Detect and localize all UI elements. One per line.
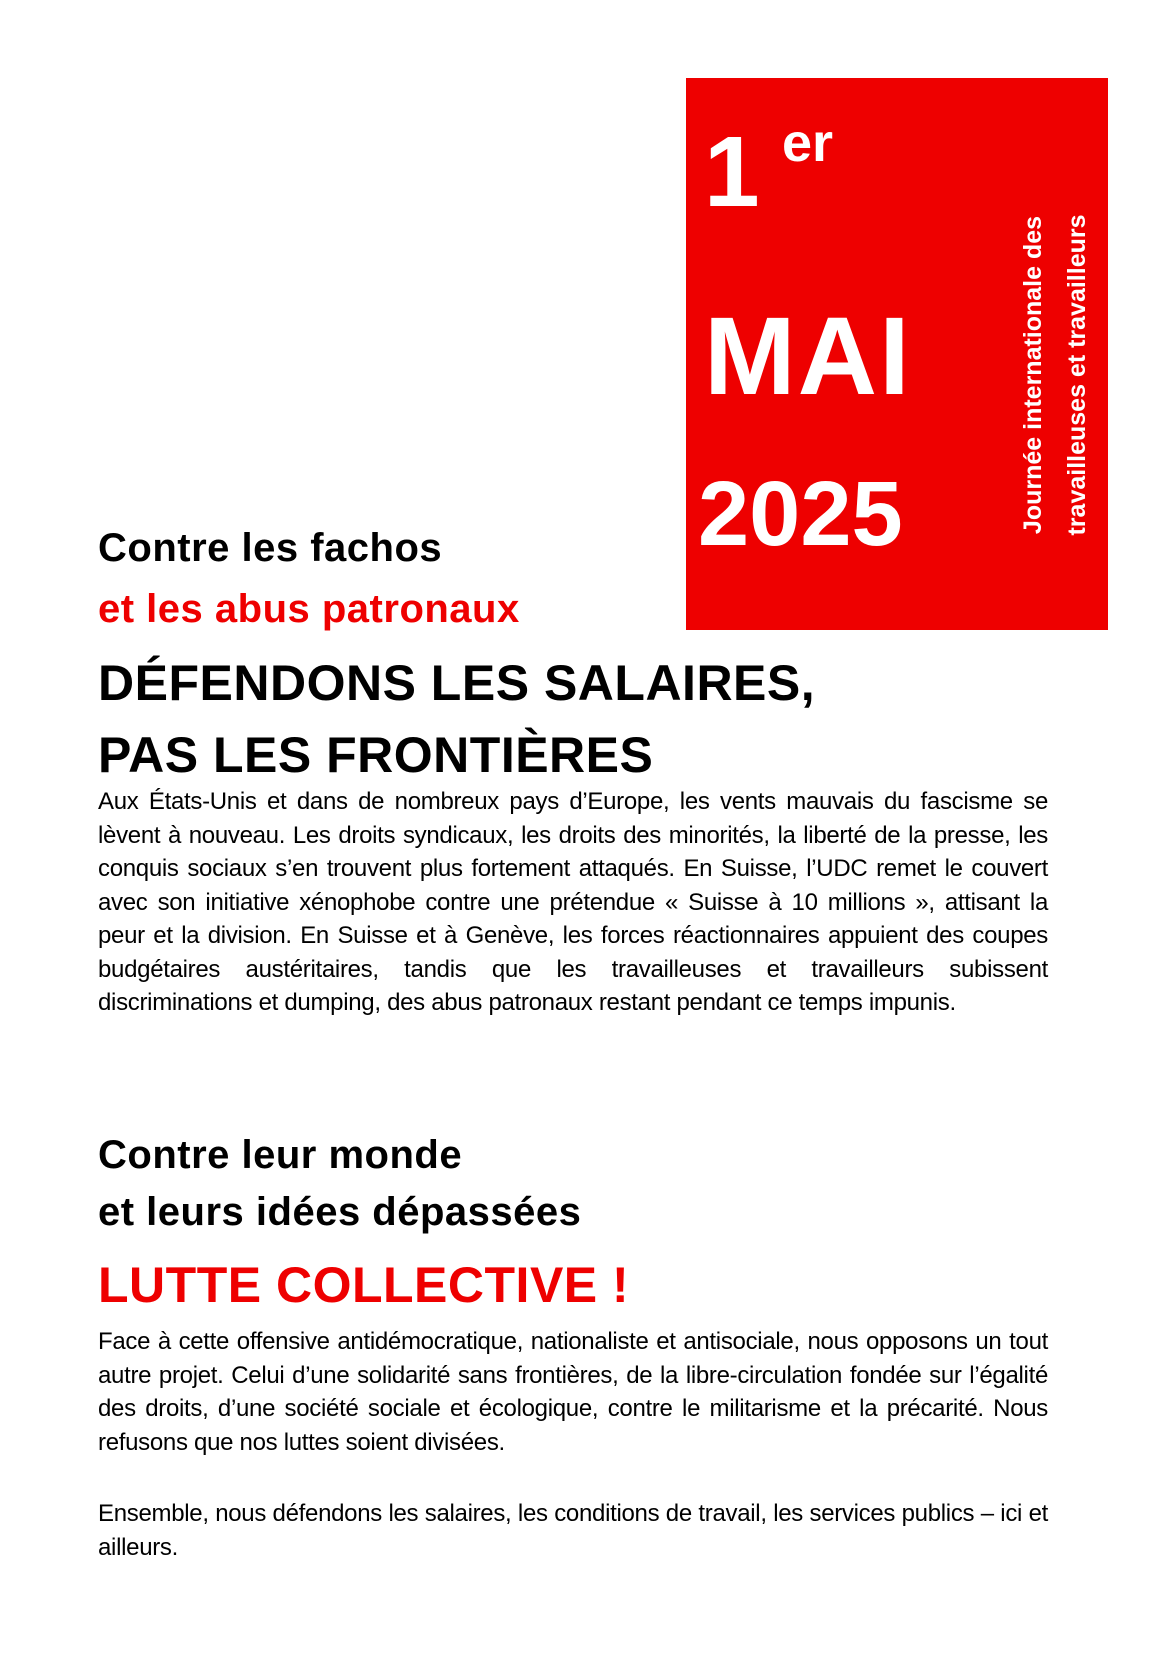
paragraph-projet: Face à cette offensive antidémocratique, nationaliste et antisociale, nous opposons un tout autre projet. Celui d’une solidarité sans frontières, de la libre-circulation fondée sur l’égalité des droits, d’une société sociale et écologique, contre le militarisme et la précarité. Nous refusons que nos luttes soient divisées. — [98, 1328, 1048, 1456]
subheading-monde: Contre leur monde — [98, 1133, 463, 1177]
headline-salaires: DÉFENDONS LES SALAIRES, — [98, 655, 816, 711]
paragraph-ensemble: Ensemble, nous défendons les salaires, les conditions de travail, les services publics – ici et ailleurs. — [98, 1500, 1048, 1561]
subheading-idees: et leurs idées dépassées — [98, 1190, 582, 1234]
subheading-fachos: Contre les fachos — [98, 526, 443, 570]
paragraph-fascisme: Aux États-Unis et dans de nombreux pays d’Europe, les vents mauvais du fascisme se lèvent à nouveau. Les droits syndicaux, les droits des minorités, la liberté de la presse, les conquis sociaux s’en trouvent plus fortement attaqués. En Suisse, l’UDC remet le couvert avec son initiative xénophobe contre une prétendue « Suisse à 10 millions », attisant la peur et la division. En Suisse et à Genève, les forces réactionnaires appuient des coupes budgétaires austéritaires, tandis que les travailleuses et travailleurs subissent discriminations et dumping, des abus patronaux restant pendant ce temps impunis. — [98, 788, 1048, 1016]
subheading-abus: et les abus patronaux — [98, 587, 520, 631]
vertical-caption-line1: Journée internationale des — [1019, 215, 1047, 535]
headline-frontieres: PAS LES FRONTIÈRES — [98, 727, 654, 783]
vertical-caption-line2: travailleuses et travailleurs — [1063, 214, 1091, 536]
headline-lutte: LUTTE COLLECTIVE ! — [98, 1257, 630, 1313]
date-month: MAI — [704, 295, 912, 418]
date-day: 1 — [704, 116, 758, 228]
vertical-caption — [1010, 125, 1100, 625]
date-day-suffix: er — [782, 113, 834, 173]
date-year: 2025 — [698, 463, 903, 565]
date-box — [686, 78, 1108, 630]
